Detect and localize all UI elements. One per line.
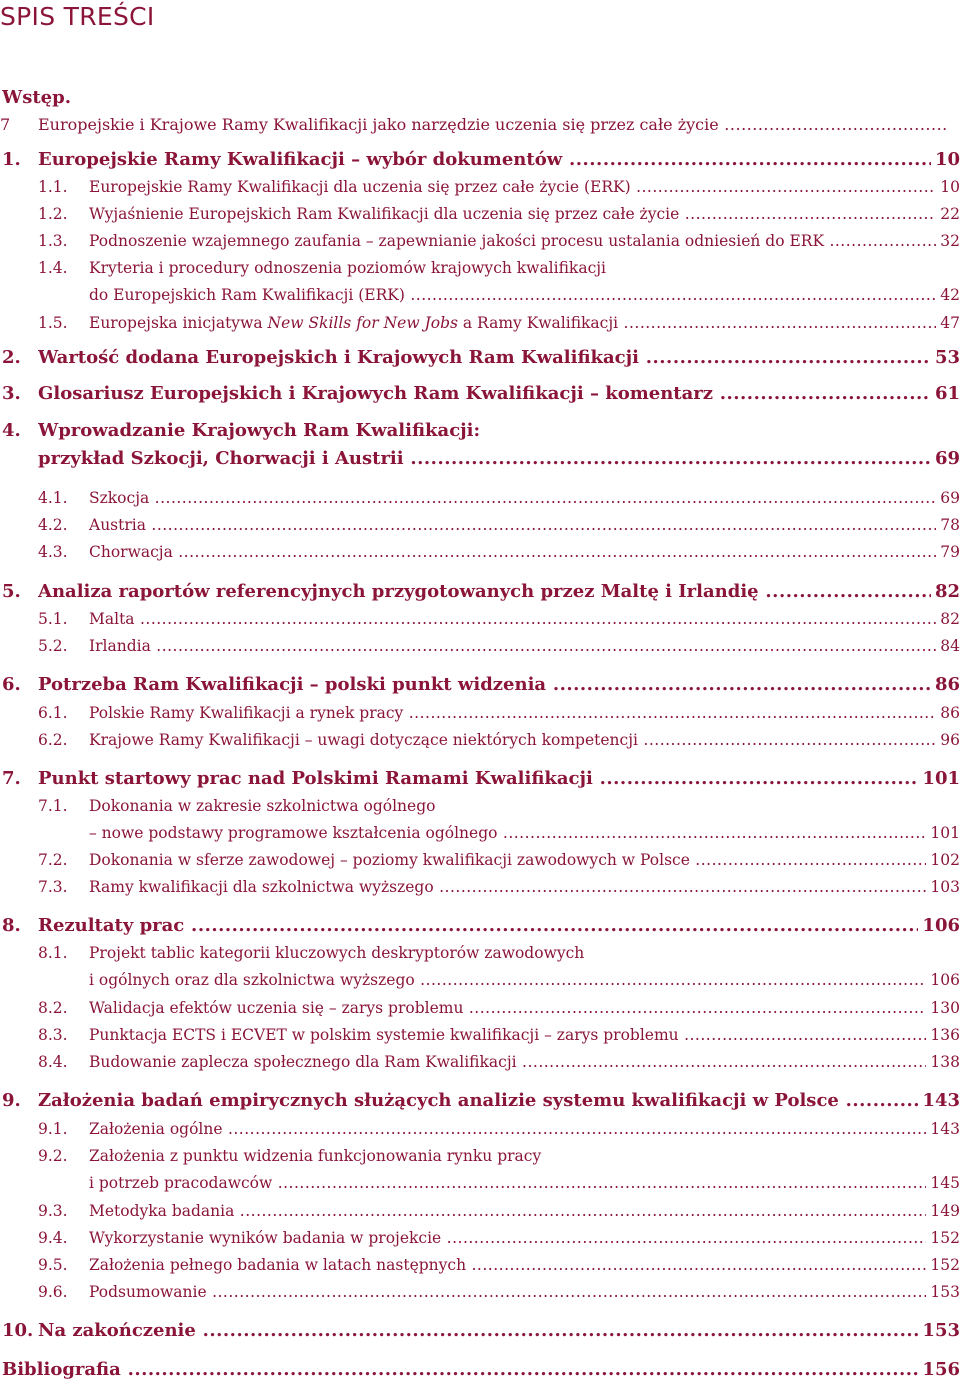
toc-entry[interactable] — [0, 1226, 960, 1250]
toc-entry[interactable] — [0, 1199, 960, 1223]
toc-entry[interactable] — [0, 311, 960, 335]
toc-entry-number: 9.4. — [38, 1229, 68, 1247]
toc-entry-number: 1.5. — [38, 314, 68, 332]
toc-entry-page-number: 84 — [940, 637, 960, 655]
toc-entry-number: 7.2. — [38, 851, 68, 869]
toc-entry-title: Wstęp. — [2, 87, 71, 108]
toc-entry-page-number: 79 — [940, 543, 960, 561]
toc-entry-title: Założenia ogólne ..... — [89, 1117, 926, 1141]
toc-entry-number: 10. — [2, 1320, 34, 1341]
toc-entry-title: Potrzeba Ram Kwalifikacji – polski punkt widzenia ..... — [38, 673, 931, 697]
toc-entry-title: i ogólnych oraz dla szkolnictwa wyższego ..... — [89, 968, 926, 992]
toc-entry[interactable] — [0, 1117, 960, 1141]
toc-entry-number: 9.3. — [38, 1202, 68, 1220]
toc-entry-title: Szkocja ..... — [89, 486, 936, 510]
toc-entry-number: 4.1. — [38, 489, 68, 507]
toc-entry-title: i potrzeb pracodawców ..... — [89, 1171, 926, 1195]
toc-entry-number: 1.4. — [38, 259, 68, 277]
toc-entry-page-number: 7 — [0, 115, 11, 134]
toc-entry-page-number: 69 — [934, 448, 960, 469]
toc-entry[interactable] — [0, 701, 960, 725]
toc-entry-title: Rezultaty prac ..... — [38, 914, 918, 938]
toc-entry-title: Analiza raportów referencyjnych przygotowanych przez Maltę i Irlandię ..... — [38, 580, 931, 604]
toc-entry-page-number: 10 — [934, 149, 960, 170]
toc-entry-number: 4.3. — [38, 543, 68, 561]
toc-entry-number: 5.2. — [38, 637, 68, 655]
toc-entry-title: Chorwacja ..... — [89, 540, 936, 564]
toc-entry-number: 9.1. — [38, 1120, 68, 1138]
toc-entry[interactable] — [0, 728, 960, 752]
toc-entry-title: Bibliografia ..... — [2, 1358, 918, 1382]
toc-entry-number: 5.1. — [38, 610, 68, 628]
toc-entry[interactable] — [0, 1144, 960, 1168]
toc-entry-title: – nowe podstawy programowe kształcenia ogólnego ..... — [89, 821, 926, 845]
toc-entry-title: Polskie Ramy Kwalifikacji a rynek pracy ..... — [89, 701, 936, 725]
toc-entry-title: Wyjaśnienie Europejskich Ram Kwalifikacji dla uczenia się przez całe życie ..... — [89, 202, 936, 226]
toc-entry[interactable] — [0, 113, 960, 137]
toc-entry-page-number: 143 — [930, 1120, 960, 1138]
toc-entry-title — [89, 311, 936, 335]
toc-entry-title-italic: New Skills for New Jobs — [267, 314, 458, 332]
toc-entry-number: 8.1. — [38, 944, 68, 962]
toc-entry-page-number: 101 — [922, 768, 960, 789]
toc-entry[interactable] — [0, 486, 960, 510]
toc-entry-number: 4.2. — [38, 516, 68, 534]
toc-entry-page-number: 149 — [930, 1202, 960, 1220]
toc-entry-page-number: 145 — [930, 1174, 960, 1192]
toc-entry-title: Europejskie Ramy Kwalifikacji – wybór dokumentów ..... — [38, 148, 931, 172]
toc-entry-number: 4. — [2, 420, 21, 441]
toc-entry-number: 9.5. — [38, 1256, 68, 1274]
toc-entry-page-number: 101 — [930, 824, 960, 842]
toc-entry-number: 1.3. — [38, 232, 68, 250]
toc-entry-page-number: 106 — [922, 915, 960, 936]
toc-entry-page-number: 103 — [930, 878, 960, 896]
toc-entry[interactable] — [0, 1319, 960, 1343]
toc-entry[interactable] — [0, 346, 960, 370]
toc-entry-page-number: 156 — [922, 1359, 960, 1380]
toc-entry[interactable] — [0, 1023, 960, 1047]
toc-entry[interactable] — [0, 941, 960, 965]
toc-entry-title: Metodyka badania ..... — [89, 1199, 926, 1223]
toc-entry-number: 8.2. — [38, 999, 68, 1017]
toc-entry-page-number: 69 — [940, 489, 960, 507]
toc-entry-title: Malta ..... — [89, 607, 936, 631]
toc-entry[interactable] — [0, 875, 960, 899]
toc-entry-number: 9.6. — [38, 1283, 68, 1301]
toc-entry-page-number: 138 — [930, 1053, 960, 1071]
toc-entry[interactable] — [0, 256, 960, 280]
toc-entry-page-number: 143 — [922, 1090, 960, 1111]
toc-entry-title: Projekt tablic kategorii kluczowych deskryptorów zawodowych — [89, 944, 585, 962]
toc-entry[interactable] — [0, 148, 960, 172]
toc-entry-number: 9. — [2, 1090, 21, 1111]
toc-entry[interactable] — [0, 540, 960, 564]
toc-entry[interactable] — [0, 996, 960, 1020]
toc-entry[interactable] — [0, 513, 960, 537]
toc-entry[interactable] — [0, 202, 960, 226]
toc-entry-number: 5. — [2, 581, 21, 602]
toc-entry-page-number: 102 — [930, 851, 960, 869]
toc-entry-title: Budowanie zaplecza społecznego dla Ram Kwalifikacji ..... — [89, 1050, 926, 1074]
toc-entry-number: 9.2. — [38, 1147, 68, 1165]
toc-entry-title: Dokonania w zakresie szkolnictwa ogólnego — [89, 797, 436, 815]
toc-entry-title: Europejskie Ramy Kwalifikacji dla uczenia się przez całe życie (ERK) ..... — [89, 175, 936, 199]
toc-entry-title: Założenia pełnego badania w latach następnych ..... — [89, 1253, 926, 1277]
toc-entry-number: 7.1. — [38, 797, 68, 815]
toc-entry-page-number: 130 — [930, 999, 960, 1017]
toc-entry-number: 7.3. — [38, 878, 68, 896]
toc-entry-number: 6.2. — [38, 731, 68, 749]
toc-entry-page-number: 32 — [940, 232, 960, 250]
toc-entry-title-part: a Ramy Kwalifikacji — [457, 314, 619, 332]
toc-entry-number: 3. — [2, 383, 21, 404]
toc-entry-title: Wykorzystanie wyników badania w projekcie ..... — [89, 1226, 926, 1250]
page-title: SPIS TREŚCI — [0, 2, 155, 31]
toc-entry-title: Założenia z punktu widzenia funkcjonowania rynku pracy — [89, 1147, 542, 1165]
toc-entry[interactable] — [0, 1171, 960, 1195]
toc-entry[interactable] — [0, 1089, 960, 1113]
toc-entry-number: 1. — [2, 149, 21, 170]
toc-entry[interactable] — [0, 607, 960, 631]
toc-entry-title: Austria ..... — [89, 513, 936, 537]
toc-entry-number: 2. — [2, 347, 21, 368]
toc-entry[interactable] — [0, 175, 960, 199]
toc-entry-number: 8. — [2, 915, 21, 936]
toc-entry[interactable] — [0, 1253, 960, 1277]
toc-entry-title: Na zakończenie ..... — [38, 1319, 918, 1343]
toc-entry-title: Dokonania w sferze zawodowej – poziomy kwalifikacji zawodowych w Polsce ..... — [89, 848, 926, 872]
toc-entry-title: Podsumowanie ..... — [89, 1280, 926, 1304]
toc-entry-title: Podnoszenie wzajemnego zaufania – zapewnianie jakości procesu ustalania odniesień do ERK ..... — [89, 229, 936, 253]
toc-entry-page-number: 42 — [940, 286, 960, 304]
toc-entry-page-number: 96 — [940, 731, 960, 749]
toc-entry[interactable] — [0, 914, 960, 938]
toc-entry-title: Irlandia ..... — [89, 634, 936, 658]
toc-entry-page-number: 47 — [940, 314, 960, 332]
toc-entry-title: Ramy kwalifikacji dla szkolnictwa wyższego ..... — [89, 875, 926, 899]
toc-entry[interactable] — [0, 673, 960, 697]
toc-entry-page-number: 106 — [930, 971, 960, 989]
toc-entry-title: Wartość dodana Europejskich i Krajowych Ram Kwalifikacji ..... — [38, 346, 931, 370]
toc-entry-number: 1.2. — [38, 205, 68, 223]
toc-entry[interactable] — [0, 447, 960, 471]
toc-entry-title: Walidacja efektów uczenia się – zarys problemu ..... — [89, 996, 926, 1020]
toc-entry-number: 6. — [2, 674, 21, 695]
toc-entry[interactable] — [0, 968, 960, 992]
toc-entry-page-number: 82 — [940, 610, 960, 628]
toc-entry-page-number: 153 — [930, 1283, 960, 1301]
toc-entry-title: Wprowadzanie Krajowych Ram Kwalifikacji: — [38, 420, 481, 441]
toc-entry-number: 6.1. — [38, 704, 68, 722]
toc-entry-page-number: 61 — [934, 383, 960, 404]
toc-entry[interactable] — [0, 634, 960, 658]
toc-entry[interactable] — [0, 1280, 960, 1304]
toc-entry-page-number: 153 — [922, 1320, 960, 1341]
toc-entry[interactable] — [0, 1358, 960, 1382]
toc-entry-title: przykład Szkocji, Chorwacji i Austrii ..... — [38, 447, 931, 471]
toc-entry[interactable] — [0, 86, 960, 110]
toc-entry-title: Kryteria i procedury odnoszenia poziomów krajowych kwalifikacji — [89, 259, 607, 277]
toc-entry[interactable] — [0, 580, 960, 604]
toc-entry-page-number: 86 — [934, 674, 960, 695]
toc-entry-page-number: 152 — [930, 1229, 960, 1247]
toc-entry[interactable] — [0, 1050, 960, 1074]
toc-entry-title: Glosariusz Europejskich i Krajowych Ram Kwalifikacji – komentarz ..... — [38, 382, 931, 406]
toc-entry-page-number: 10 — [940, 178, 960, 196]
toc-entry-page-number: 78 — [940, 516, 960, 534]
toc-entry[interactable] — [0, 821, 960, 845]
toc-entry-title: do Europejskich Ram Kwalifikacji (ERK) ..... — [89, 283, 936, 307]
toc-entry-number: 1.1. — [38, 178, 68, 196]
toc-entry[interactable] — [0, 767, 960, 791]
toc-entry-page-number: 152 — [930, 1256, 960, 1274]
toc-entry-number: 7. — [2, 768, 21, 789]
toc-entry-page-number: 86 — [940, 704, 960, 722]
toc-entry-number: 8.4. — [38, 1053, 68, 1071]
toc-entry[interactable] — [0, 848, 960, 872]
toc-entry[interactable] — [0, 229, 960, 253]
toc-entry-page-number: 82 — [934, 581, 960, 602]
toc-entry-page-number: 53 — [934, 347, 960, 368]
toc-entry[interactable] — [0, 283, 960, 307]
toc-entry-number: 8.3. — [38, 1026, 68, 1044]
toc-entry-title: Europejskie i Krajowe Ramy Kwalifikacji jako narzędzie uczenia się przez całe życie ..... — [38, 113, 946, 137]
toc-entry-page-number: 136 — [930, 1026, 960, 1044]
toc-entry-title: Krajowe Ramy Kwalifikacji – uwagi dotyczące niektórych kompetencji ..... — [89, 728, 936, 752]
toc-entry[interactable] — [0, 419, 960, 443]
toc-entry-title: Punkt startowy prac nad Polskimi Ramami Kwalifikacji ..... — [38, 767, 918, 791]
toc-entry[interactable] — [0, 382, 960, 406]
toc-entry-page-number: 22 — [940, 205, 960, 223]
toc-entry-title: Punktacja ECTS i ECVET w polskim systemie kwalifikacji – zarys problemu ..... — [89, 1023, 926, 1047]
toc-entry-title-part: Europejska inicjatywa — [89, 314, 268, 332]
toc-entry[interactable] — [0, 794, 960, 818]
toc-entry-title: Założenia badań empirycznych służących analizie systemu kwalifikacji w Polsce ..... — [38, 1089, 918, 1113]
